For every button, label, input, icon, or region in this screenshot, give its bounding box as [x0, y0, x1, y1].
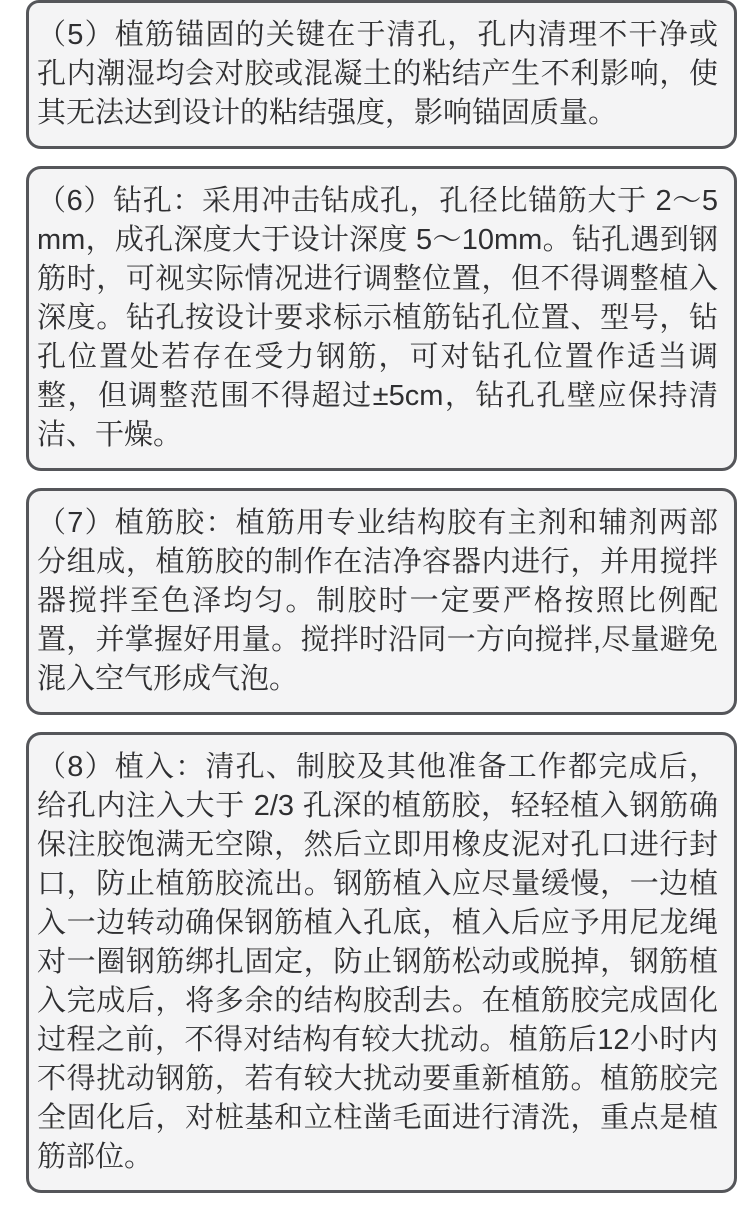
spec-paragraph-card-6 [26, 166, 737, 471]
spec-paragraph-card-7 [26, 488, 737, 715]
spec-paragraph-text-7: （7）植筋胶：植筋用专业结构胶有主剂和辅剂两部分组成，植筋胶的制作在洁净容器内进行，并用搅拌器搅拌至色泽均匀。制胶时一定要严格按照比例配置，并掌握好用量。搅拌时沿同一方向搅拌,尽量避免混入空气形成气泡。 [37, 507, 718, 695]
spec-paragraph-card-5 [26, 0, 737, 149]
spec-paragraph-text-6: （6）钻孔：采用冲击钻成孔，孔径比锚筋大于 2～5mm，成孔深度大于设计深度 5～10mm。钻孔遇到钢筋时，可视实际情况进行调整位置，但不得调整植入深度。钻孔按设计要求标示植筋钻孔位置、型号，钻孔位置处若存在受力钢筋，可对钻孔位置作适当调整，但调整范围不得超过±5cm，钻孔孔壁应保持清洁、干燥。 [37, 185, 718, 451]
spec-paragraph-card-8 [26, 732, 737, 1193]
spec-paragraph-text-8: （8）植入：清孔、制胶及其他准备工作都完成后，给孔内注入大于 2/3 孔深的植筋胶，轻轻植入钢筋确保注胶饱满无空隙，然后立即用橡皮泥对孔口进行封口，防止植筋胶流出。钢筋植入应尽量缓慢，一边植入一边转动确保钢筋植入孔底，植入后应予用尼龙绳对一圈钢筋绑扎固定，防止钢筋松动或脱掉，钢筋植入完成后，将多余的结构胶刮去。在植筋胶完成固化过程之前，不得对结构有较大扰动。植筋后12小时内不得扰动钢筋，若有较大扰动要重新植筋。植筋胶完全固化后，对桩基和立柱凿毛面进行清洗，重点是植筋部位。 [37, 751, 718, 1173]
spec-paragraph-text-5: （5）植筋锚固的关键在于清孔，孔内清理不干净或孔内潮湿均会对胶或混凝土的粘结产生不利影响，使其无法达到设计的粘结强度，影响锚固质量。 [37, 19, 718, 129]
